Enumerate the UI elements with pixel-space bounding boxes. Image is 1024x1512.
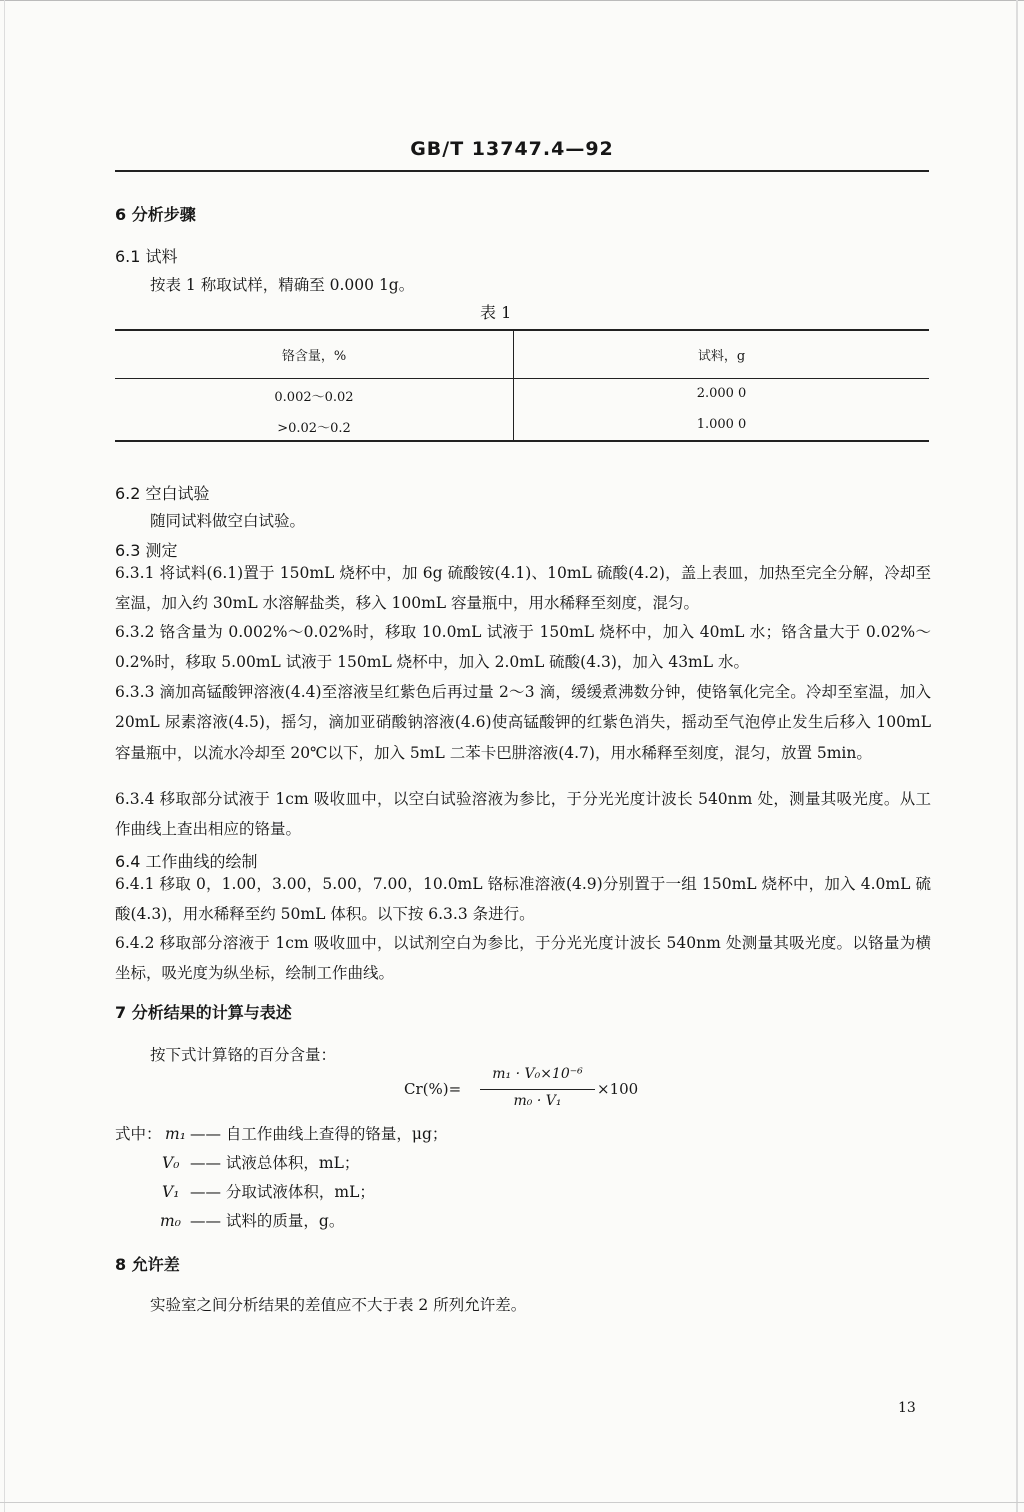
formula-denominator: m₀ · V₁ xyxy=(513,1093,562,1109)
page-number: 13 xyxy=(898,1400,916,1416)
table-cell: 1.000 0 xyxy=(696,417,747,432)
table-cell: 0.002～0.02 xyxy=(274,390,354,405)
scan-edge-mark xyxy=(0,0,1024,1)
where-prefix: 式中： xyxy=(115,1125,162,1143)
table-top-rule xyxy=(115,329,929,331)
section-6-4-title: 6.4 工作曲线的绘制 xyxy=(115,852,258,871)
section-6-2-title: 6.2 空白试验 xyxy=(115,484,210,503)
fraction-bar xyxy=(480,1089,595,1090)
clause-6-3-4: 6.3.4 移取部分试液于 1cm 吸收皿中，以空白试验溶液为参比，于分光光度计波长 540nm 处，测量其吸光度。从工作曲线上查出相应的铬量。 xyxy=(115,790,931,839)
scan-edge-mark xyxy=(4,0,5,1512)
table-header-rule xyxy=(115,378,929,379)
def-symbol: V₀ xyxy=(162,1154,180,1172)
formula-numerator: m₁ · V₀×10⁻⁶ xyxy=(492,1066,583,1082)
table-bottom-rule xyxy=(115,440,929,442)
def-text: —— 分取试液体积，mL； xyxy=(190,1183,375,1201)
clause-6-4-1: 6.4.1 移取 0，1.00，3.00，5.00，7.00，10.0mL 铬标准溶液(4.9)分别置于一组 150mL 烧杯中，加入 4.0mL 硫酸(4.3)，用水稀释至约 50mL 体积。以下按 6.3.3 条进行。 xyxy=(115,875,931,924)
section-8-title: 8 允许差 xyxy=(115,1255,180,1274)
section-6-1-text: 按表 1 称取试样，精确至 0.000 1g。 xyxy=(150,276,415,294)
clause-6-3-2: 6.3.2 铬含量为 0.002%～0.02%时，移取 10.0mL 试液于 150mL 烧杯中，加入 40mL 水；铬含量大于 0.02%～0.2%时，移取 5.00mL 试液于 150mL 烧杯中，加入 2.0mL 硫酸(4.3)，加入 43mL 水。 xyxy=(115,623,931,672)
header-rule xyxy=(115,170,929,172)
clause-6-3-1: 6.3.1 将试料(6.1)置于 150mL 烧杯中，加 6g 硫酸铵(4.1)、10mL 硫酸(4.2)，盖上表皿，加热至完全分解，冷却至室温，加入约 30mL 水溶解盐类，移入 100mL 容量瓶中，用水稀释至刻度，混匀。 xyxy=(115,564,931,613)
section-6-1-title: 6.1 试料 xyxy=(115,247,178,266)
table-header-cell: 铬含量，% xyxy=(281,349,347,364)
table-cell: 2.000 0 xyxy=(696,386,747,401)
formula-rhs: ×100 xyxy=(597,1080,639,1098)
section-7-title: 7 分析结果的计算与表述 xyxy=(115,1003,292,1022)
table-header-cell: 试料，g xyxy=(697,349,746,364)
formula-lhs: Cr(%)= xyxy=(404,1080,462,1098)
table-1-caption: 表 1 xyxy=(480,303,512,322)
scan-edge-mark xyxy=(1016,0,1018,1512)
scan-edge-mark xyxy=(0,1502,1024,1503)
def-symbol: V₁ xyxy=(162,1183,180,1201)
clause-6-3-3: 6.3.3 滴加高锰酸钾溶液(4.4)至溶液呈红紫色后再过量 2～3 滴，缓缓煮沸数分钟，使铬氧化完全。冷却至室温，加入 20mL 尿素溶液(4.5)，摇匀，滴加亚硝酸钠溶液(4.6)使高锰酸钾的红紫色消失，摇动至气泡停止发生后移入 100mL 容量瓶中，以流水冷却至 20℃以下，加入 5mL 二苯卡巴肼溶液(4.7)，用水稀释至刻度，混匀，放置 5min。 xyxy=(115,683,931,762)
clause-6-4-2: 6.4.2 移取部分溶液于 1cm 吸收皿中，以试剂空白为参比，于分光光度计波长 540nm 处测量其吸光度。以铬量为横坐标，吸光度为纵坐标，绘制工作曲线。 xyxy=(115,934,931,983)
def-text: —— 试液总体积，mL； xyxy=(190,1154,360,1172)
standard-code: GB/T 13747.4—92 xyxy=(410,138,614,160)
def-text: —— 试料的质量，g。 xyxy=(190,1212,345,1230)
section-7-intro: 按下式计算铬的百分含量： xyxy=(150,1046,337,1064)
table-cell: >0.02～0.2 xyxy=(277,421,351,436)
section-6-3-title: 6.3 测定 xyxy=(115,541,178,560)
section-6-title: 6 分析步骤 xyxy=(115,205,196,224)
section-8-text: 实验室之间分析结果的差值应不大于表 2 所列允许差。 xyxy=(150,1296,527,1314)
section-6-2-text: 随同试料做空白试验。 xyxy=(150,512,306,530)
def-symbol: m₁ xyxy=(165,1125,186,1143)
def-symbol: m₀ xyxy=(160,1212,181,1230)
def-text: —— 自工作曲线上查得的铬量，μg； xyxy=(190,1125,448,1143)
